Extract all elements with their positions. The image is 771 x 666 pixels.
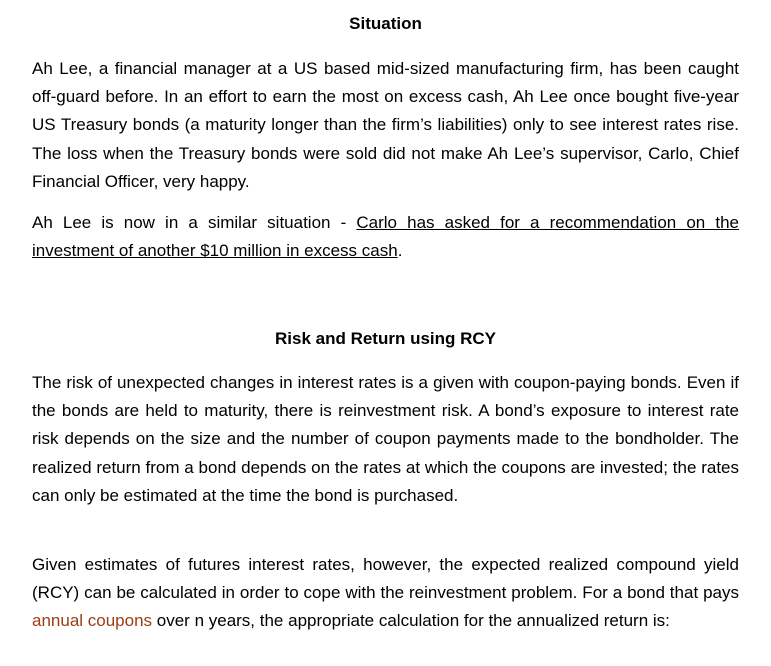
risk-return-heading: Risk and Return using RCY	[274, 329, 497, 348]
risk-return-paragraph-2-lead: Given estimates of futures interest rates, however, the expected realized compound yield (RCY) can be calculated in order to cope with the reinvestment problem. For a bond that pays	[32, 555, 739, 603]
situation-paragraph-2-lead: Ah Lee is now in a similar situation -	[32, 213, 357, 232]
recommendation-request-underlined: Carlo has asked for a recommendation on the investment of another $10 million in excess cash	[32, 213, 739, 261]
annual-coupons-link[interactable]: annual coupons	[32, 611, 153, 631]
situation-paragraph-2-end: .	[397, 241, 403, 261]
situation-heading: Situation	[349, 14, 422, 33]
risk-return-paragraph-2	[32, 551, 739, 636]
risk-return-paragraph-1: The risk of unexpected changes in interest rates is a given with coupon-paying bonds. Even if the bonds are held to maturity, there is reinvestment risk. A bond’s exposure to interest rate risk depends on the size and the number of coupon payments made to the bondholder. The realized return from a bond depends on the rates at which the coupons are invested; the rates can only be estimated at the time the bond is purchased.	[32, 373, 739, 505]
situation-paragraph-1: Ah Lee, a financial manager at a US based mid-sized manufacturing firm, has been caught off-guard before. In an effort to earn the most on excess cash, Ah Lee once bought five-year US Treasury bonds (a maturity longer than the firm’s liabilities) only to see interest rates rise. The loss when the Treasury bonds were sold did not make Ah Lee’s supervisor, Carlo, Chief Financial Officer, very happy.	[32, 59, 739, 191]
risk-return-paragraph-2-end: over n years, the appropriate calculation for the annualized return is:	[152, 611, 670, 631]
situation-paragraph-2	[32, 209, 739, 265]
